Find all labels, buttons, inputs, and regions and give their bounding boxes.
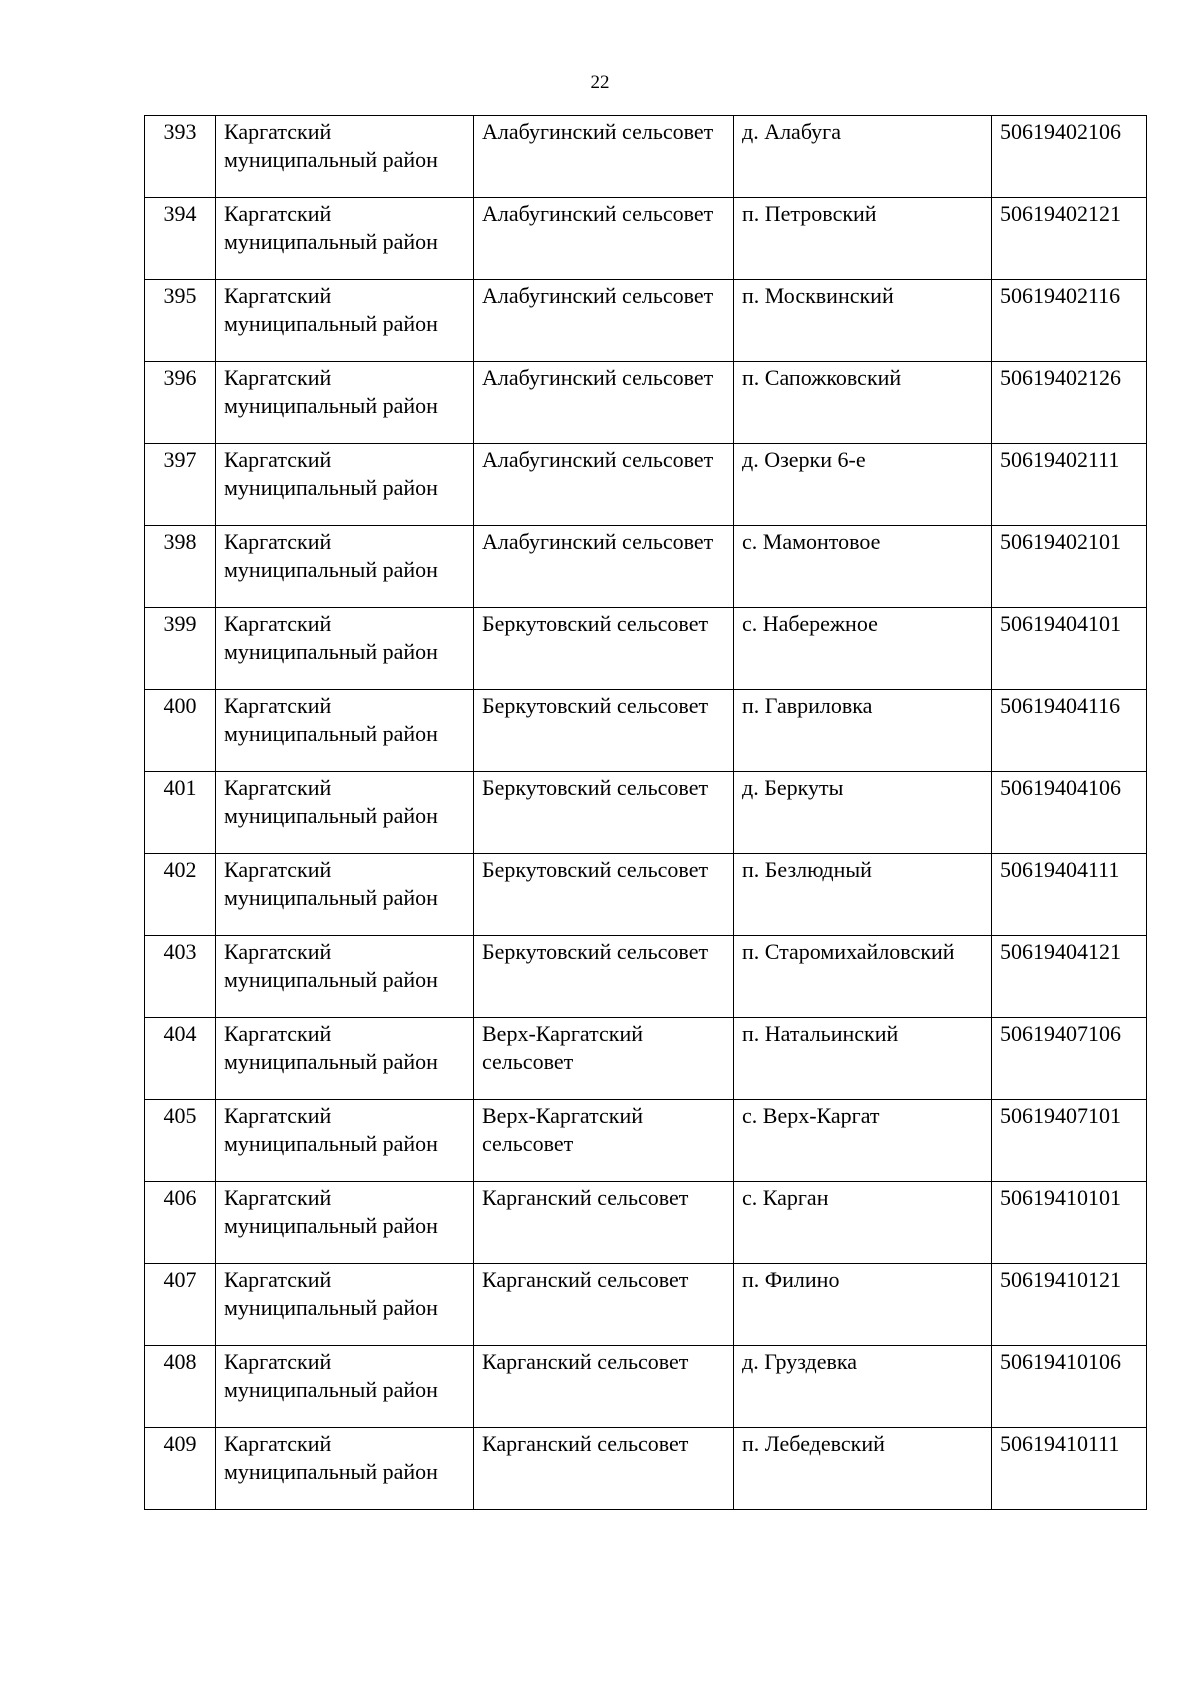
village-council: Верх-Каргатский сельсовет [474,1018,734,1100]
oktmo-code: 50619402126 [992,362,1147,444]
village-council: Карганский сельсовет [474,1428,734,1510]
municipal-district: Каргатский муниципальный район [216,1428,474,1510]
village-council: Карганский сельсовет [474,1346,734,1428]
table-row [145,280,1147,362]
table-row [145,1264,1147,1346]
oktmo-code: 50619410106 [992,1346,1147,1428]
settlement: д. Озерки 6-е [734,444,992,526]
table-row [145,1346,1147,1428]
row-number: 409 [145,1428,216,1510]
table-row [145,444,1147,526]
village-council: Беркутовский сельсовет [474,608,734,690]
settlement: п. Старомихайловский [734,936,992,1018]
settlement: п. Натальинский [734,1018,992,1100]
municipal-district: Каргатский муниципальный район [216,1346,474,1428]
oktmo-code: 50619404106 [992,772,1147,854]
oktmo-code: 50619407101 [992,1100,1147,1182]
oktmo-code: 50619410111 [992,1428,1147,1510]
settlement: д. Беркуты [734,772,992,854]
village-council: Беркутовский сельсовет [474,690,734,772]
municipal-district: Каргатский муниципальный район [216,1182,474,1264]
oktmo-code: 50619404121 [992,936,1147,1018]
settlements-table [144,115,1147,1510]
municipal-district: Каргатский муниципальный район [216,116,474,198]
village-council: Верх-Каргатский сельсовет [474,1100,734,1182]
municipal-district: Каргатский муниципальный район [216,362,474,444]
table-row [145,936,1147,1018]
row-number: 397 [145,444,216,526]
row-number: 405 [145,1100,216,1182]
municipal-district: Каргатский муниципальный район [216,1018,474,1100]
settlement: д. Груздевка [734,1346,992,1428]
row-number: 399 [145,608,216,690]
settlement: с. Набережное [734,608,992,690]
table-row [145,1018,1147,1100]
municipal-district: Каргатский муниципальный район [216,936,474,1018]
settlement: п. Безлюдный [734,854,992,936]
row-number: 402 [145,854,216,936]
table-row [145,198,1147,280]
table-row [145,1428,1147,1510]
table-row [145,854,1147,936]
row-number: 400 [145,690,216,772]
village-council: Беркутовский сельсовет [474,772,734,854]
page-number: 22 [590,72,610,93]
village-council: Алабугинский сельсовет [474,116,734,198]
row-number: 396 [145,362,216,444]
oktmo-code: 50619402116 [992,280,1147,362]
row-number: 408 [145,1346,216,1428]
oktmo-code: 50619402111 [992,444,1147,526]
settlement: п. Филино [734,1264,992,1346]
row-number: 403 [145,936,216,1018]
row-number: 407 [145,1264,216,1346]
municipal-district: Каргатский муниципальный район [216,772,474,854]
village-council: Алабугинский сельсовет [474,526,734,608]
table-row [145,116,1147,198]
table-row [145,362,1147,444]
table-row [145,1182,1147,1264]
village-council: Алабугинский сельсовет [474,362,734,444]
oktmo-code: 50619407106 [992,1018,1147,1100]
table-row [145,690,1147,772]
table-row [145,608,1147,690]
municipal-district: Каргатский муниципальный район [216,854,474,936]
municipal-district: Каргатский муниципальный район [216,690,474,772]
oktmo-code: 50619404101 [992,608,1147,690]
village-council: Алабугинский сельсовет [474,198,734,280]
municipal-district: Каргатский муниципальный район [216,1264,474,1346]
village-council: Беркутовский сельсовет [474,936,734,1018]
village-council: Беркутовский сельсовет [474,854,734,936]
table-body [145,116,1147,1510]
oktmo-code: 50619410101 [992,1182,1147,1264]
row-number: 394 [145,198,216,280]
settlement: п. Сапожковский [734,362,992,444]
village-council: Карганский сельсовет [474,1264,734,1346]
row-number: 401 [145,772,216,854]
municipal-district: Каргатский муниципальный район [216,280,474,362]
municipal-district: Каргатский муниципальный район [216,444,474,526]
village-council: Алабугинский сельсовет [474,444,734,526]
row-number: 395 [145,280,216,362]
table-row [145,1100,1147,1182]
row-number: 404 [145,1018,216,1100]
settlement: с. Карган [734,1182,992,1264]
municipal-district: Каргатский муниципальный район [216,608,474,690]
municipal-district: Каргатский муниципальный район [216,1100,474,1182]
row-number: 393 [145,116,216,198]
oktmo-code: 50619402121 [992,198,1147,280]
settlement: п. Гавриловка [734,690,992,772]
table-row [145,526,1147,608]
settlement: с. Мамонтовое [734,526,992,608]
village-council: Алабугинский сельсовет [474,280,734,362]
row-number: 406 [145,1182,216,1264]
table-row [145,772,1147,854]
settlement: п. Петровский [734,198,992,280]
settlement: п. Москвинский [734,280,992,362]
oktmo-code: 50619410121 [992,1264,1147,1346]
municipal-district: Каргатский муниципальный район [216,198,474,280]
village-council: Карганский сельсовет [474,1182,734,1264]
municipal-district: Каргатский муниципальный район [216,526,474,608]
oktmo-code: 50619404116 [992,690,1147,772]
settlement: с. Верх-Каргат [734,1100,992,1182]
settlement: п. Лебедевский [734,1428,992,1510]
oktmo-code: 50619404111 [992,854,1147,936]
oktmo-code: 50619402101 [992,526,1147,608]
settlement: д. Алабуга [734,116,992,198]
oktmo-code: 50619402106 [992,116,1147,198]
row-number: 398 [145,526,216,608]
